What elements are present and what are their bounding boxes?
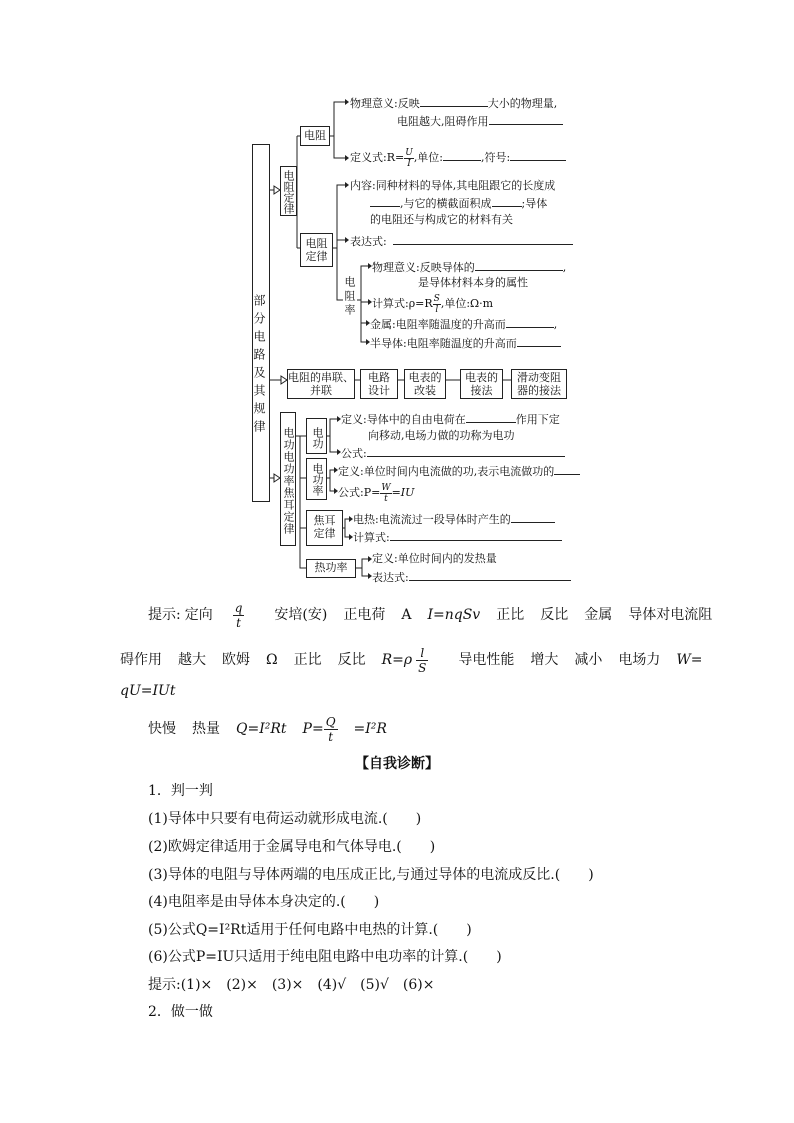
- work-def-line1: 定义:导体中的自由电荷在 作用下定: [341, 413, 560, 426]
- joule-heat: 电热:电流流过一段导体时产生的: [353, 512, 555, 527]
- rho-meaning-line2: 是导体材料本身的属性: [418, 276, 528, 289]
- hint1-label: 提示:: [148, 607, 181, 623]
- circuit-design-box: 电路设计: [360, 369, 398, 399]
- rho-meaning-line1: 物理意义:反映导体的 ,: [372, 261, 567, 274]
- hint2: 提示:(1)× (2)× (3)× (4)√ (5)√ (6)×: [148, 977, 435, 993]
- heat-power-expr: 表达式:: [372, 570, 571, 585]
- r-meaning-line1: 物理意义:反映 大小的物理量,: [350, 97, 558, 110]
- heat-power-def: 定义:单位时间内的发热量: [372, 552, 497, 565]
- r-definition: 定义式:R= $\frac{U}{I}$ ,单位: ,符号:: [350, 146, 566, 170]
- joule-calc: 计算式:: [353, 530, 562, 545]
- root-label: 部分电路及其规律: [252, 294, 266, 438]
- root-box: [252, 144, 270, 502]
- series-parallel-box: 电阻的串联、并联: [288, 371, 354, 397]
- q1-title: 1．判一判: [148, 783, 213, 799]
- hint1-line4: 快慢 热量 Q=I²Rt P= $\frac{Q}{t}$ =I²R: [148, 714, 387, 744]
- judgment-5: (5)公式Q=I²Rt适用于任何电路中电热的计算.( ): [148, 922, 472, 938]
- resistance-law-branch: 电阻定律: [280, 166, 297, 216]
- rheostat-connection-box: 滑动变阻器的接法: [511, 369, 567, 399]
- work-formula: 公式:: [341, 446, 565, 461]
- resistivity-label: 电阻率: [343, 276, 356, 318]
- hint1-line2: 碍作用 越大 欧姆 Ω 正比 反比 R=ρ $\frac{l}{S}$ 导电性能 增大 减小 电场力 W=: [120, 645, 703, 675]
- law-content-line1: 内容:同种材料的导体,其电阻跟它的长度成: [350, 179, 556, 192]
- power-box: 电功率: [306, 458, 327, 500]
- q2-title: 2．做一做: [148, 1004, 213, 1020]
- hint1-line3: qU=IUt: [120, 683, 176, 699]
- law-content-line2: ,与它的横截面积成 ;导体: [370, 196, 547, 211]
- judgment-2: (2)欧姆定律适用于金属导电和气体导电.( ): [148, 839, 436, 855]
- resistance-law-box: 电阻定律: [300, 233, 333, 267]
- work-box: 电功: [306, 418, 327, 454]
- work-def-line2: 向移动,电场力做的功称为电功: [368, 429, 515, 442]
- meter-connection-box: 电表的接法: [460, 369, 503, 399]
- judgment-3: (3)导体的电阻与导体两端的电压成正比,与通过导体的电流成反比.( ): [148, 867, 594, 883]
- law-content-line3: 的电阻还与构成它的材料有关: [370, 213, 513, 226]
- power-formula: 公式:P= $\frac{W}{t}$ =IU: [338, 482, 415, 504]
- rho-calc: 计算式:ρ=R $\frac{S}{l}$ ,单位:Ω·m: [372, 293, 494, 315]
- judgment-4: (4)电阻率是由导体本身决定的.( ): [148, 894, 380, 910]
- rho-metal: 金属:电阻率随温度的升高而 ,: [370, 318, 558, 331]
- meter-conversion-box: 电表的改装: [404, 369, 446, 399]
- section-title: 【自我诊断】: [355, 756, 439, 772]
- law-expression: 表达式:: [350, 234, 573, 249]
- resistance-box: 电阻: [300, 126, 330, 146]
- power-branch-box: 电功电功率焦耳定律: [280, 412, 296, 546]
- r-meaning-line2: 电阻越大,阻碍作用: [397, 114, 563, 129]
- rho-semiconductor: 半导体:电阻率随温度的升高而: [370, 336, 561, 351]
- judgment-6: (6)公式P=IU只适用于纯电阻电路中电功率的计算.( ): [148, 949, 502, 965]
- hint1-line1: 提示: 定向 $\frac{q}{t}$ 安培(安) 正电荷 A I=nqSv 正比 反比 金属 导体对电流阻: [148, 600, 713, 630]
- judgment-1: (1)导体中只要有电荷运动就形成电流.( ): [148, 811, 422, 827]
- joule-box: 焦耳定律: [306, 510, 343, 546]
- power-def: 定义:单位时间内电流做的功,表示电流做功的: [338, 464, 580, 479]
- heat-power-box: 热功率: [306, 559, 356, 578]
